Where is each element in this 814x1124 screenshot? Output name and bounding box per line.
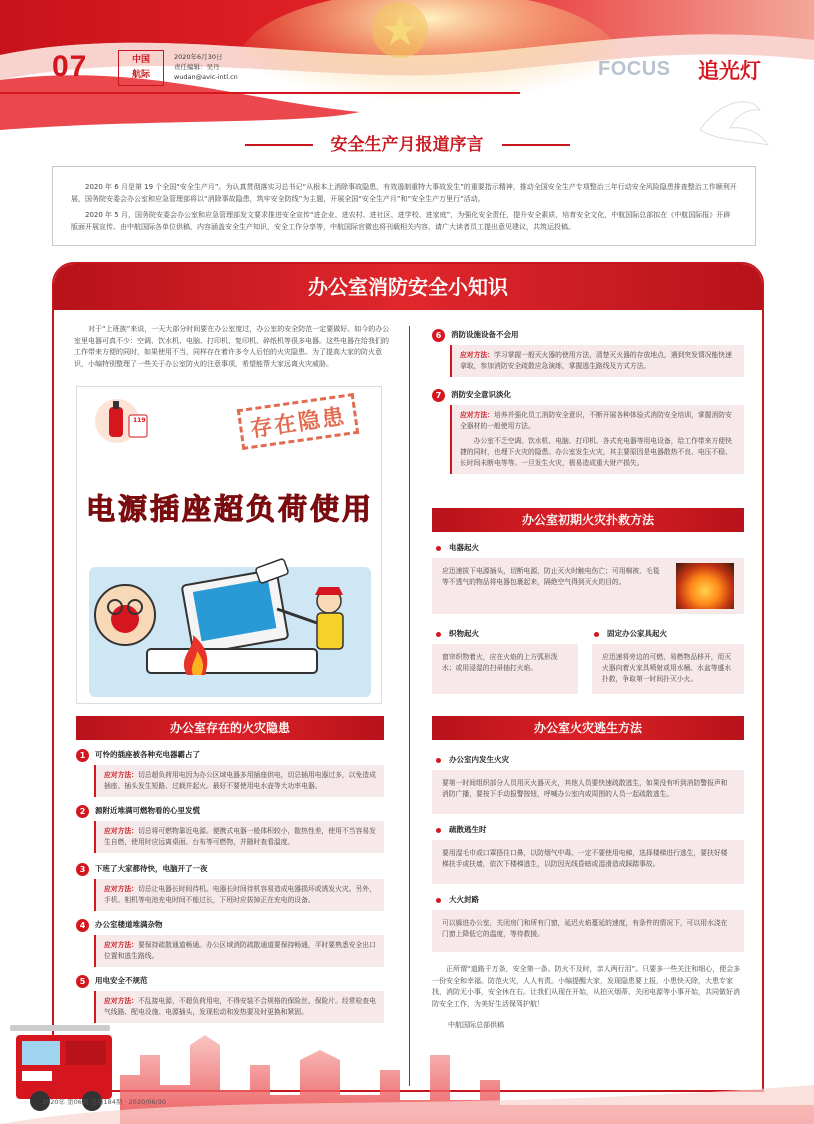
escape-heading-3 (436, 894, 479, 905)
hazard-solution (94, 765, 384, 797)
escape-heading-2 (436, 824, 487, 835)
article-source: 中航国际总部供稿 (448, 1021, 504, 1029)
hazard-heading-text: 用电安全不规范 (95, 976, 148, 985)
hazard-heading-text: 下班了大家都待快，电脑开了一夜 (95, 864, 208, 873)
escape-text: 要第一时间组织部分人员用灭火器灭火，其他人员要快速疏散逃生，如果没有听到消防警报声和消防广播，要按下手动报警按钮，呼喊办公室内或周围的人员一起疏散逃生。 (442, 779, 728, 798)
hazard-solution-text: 切忌将可燃物靠近电源。便携式电器一般体积较小，散热性差，使用不当容易发生自燃，使用时应远离桌面、台布等可燃物，并随时查看温度。 (104, 827, 376, 846)
main-title: 办公室消防安全小知识 (54, 264, 762, 310)
hazard-solution-text: 培养并强化员工消防安全意识，不断开展各种体验式消防安全培训，掌握消防安全器材的一般使用方法。 (460, 411, 732, 430)
publication-logo (118, 50, 164, 86)
hazard-heading (76, 918, 384, 932)
fabric-fire-text: 窗帘织物着火，应在火焰的上方弧形泼水；或用浸湿的扫帚抽打火焰。 (442, 653, 558, 672)
intro-paragraph: 对于“上班族”来说，一天大部分时间要在办公室度过，办公室的安全防范一定要做好。如今的办公室里电器可真不少：空调、饮水机、电脑、打印机、复印机、碎纸机等很多电器。这些电器在给我们的工作带来方便的同时，如果使用不当，同样存在着许多令人后怕的火灾隐患。为了提高大家的防火意识，小编特别整理了一些关于办公室防火的注意事项，希望能帮大家远离火灾威胁。 (74, 325, 390, 368)
hazards-section-title: 办公室存在的火灾隐患 (76, 716, 384, 740)
hazard-stamp: 存在隐患 (237, 393, 360, 450)
hazard-extra-text: 办公室不乏空调、饮水机、电脑、打印机、各式充电器等用电设备，给工作带来方便快捷的同时，也埋下火灾的隐患。办公室发生火灾，其主要原因是电器散热不良、电压不稳、长时间未断电等等。一旦发生火灾，极易造成重大财产损失。 (460, 437, 732, 467)
furniture-fire-text: 应迅速将旁边的可燃、易燃物品移开，用灭火器向着火家具喷射或用水桶、水盆等盛水扑救，争取第一时间扑灭小火。 (602, 653, 732, 683)
escape-section-title: 办公室火灾逃生方法 (432, 716, 744, 740)
footer-issue-info: 2020年 第06期 总第184期 · 2020/06/30 (42, 1098, 167, 1106)
preface-paragraph-1: 2020 年 6 月是第 19 个全国“安全生产月”。为认真贯彻落实习总书记“从根本上消除事故隐患，有效遏制重特大事故发生”的重要指示精神，推动全国安全生产专项整治三年行动安全风险隐患排查整治工作顺利开展，国务院安委会办公室和应急管理部将以“消除事故隐患，筑牢安全防线”为主题，开展全国“安全生产月”和“安全生产万里行”活动。 (71, 183, 737, 203)
hazard-heading (76, 974, 384, 988)
page-number: 07 (52, 50, 88, 83)
preface-title (0, 130, 814, 155)
fire-photo (676, 563, 734, 609)
number-badge: 4 (76, 919, 89, 932)
furniture-fire-heading-text: 固定办公家具起火 (607, 629, 667, 638)
hazard-heading (76, 862, 384, 876)
hazard-item-3 (76, 862, 384, 911)
furniture-fire-box (592, 644, 744, 694)
column-name: 追光灯 (698, 59, 761, 83)
solution-label: 应对方法： (104, 941, 138, 949)
solution-label: 应对方法： (460, 351, 494, 359)
solution-label: 应对方法： (104, 997, 138, 1005)
escape-text: 可以躲进办公室，关闭房门和所有门窗，延迟火焰蔓延的速度，有条件的情况下，可以用水浇在门窗上降低它的温度，等待救援。 (442, 919, 728, 938)
escape-heading-text: 办公室内发生火灾 (449, 755, 509, 764)
hazard-solution (94, 879, 384, 911)
solution-label: 应对方法： (104, 885, 138, 893)
closing-paragraph: 正所谓“道路千万条，安全第一条。防火不及时，亲人两行泪”。只要多一些关注和细心，便会多一份安全和幸福。防范火灾，人人有责。小编提醒大家，发现隐患要上报，小患快天除，大患专家找，消防无小事，安全休在右。让我们从现在开始，从拍灭烟蒂、关闭电源等小事开始，共同做好消防安全工作，为美好生活保驾护航！ (432, 965, 741, 1008)
hazard-item-7 (432, 388, 744, 474)
number-badge: 3 (76, 863, 89, 876)
electrical-fire-heading-text: 电器起火 (449, 543, 479, 552)
editor-email: wudan@avic-intl.cn (174, 73, 238, 81)
editor-name: 责任编辑：吴丹 (174, 63, 220, 71)
number-badge: 5 (76, 975, 89, 988)
hazard-heading-text: 可怜的插座被各种充电器霸占了 (95, 750, 200, 759)
escape-text: 要用湿毛巾或口罩捂住口鼻，以防烟气中毒。一定不要使用电梯，选择楼梯进行逃生，要扶好楼梯扶手或扶墙，依次下楼梯逃生，以防因光线昏暗或湿滑造成踩踏事故。 (442, 849, 728, 868)
hazard-solution-text: 不乱接电源，不超负荷用电，不得安装不合规格的保险丝、保险片。经常检查电气线路、配电设施、电源插头，发现松动和发热要及时更换和紧固。 (104, 997, 376, 1016)
hazard-item-4 (76, 918, 384, 967)
preface-box (52, 166, 756, 246)
hazard-solution-text: 要保持疏散通道畅通。办公区域消防疏散通道要保持畅通，平时要熟悉安全出口位置和逃生路线。 (104, 941, 376, 960)
issue-date: 2020年6月30日 (174, 53, 223, 61)
hazard-solution-text: 学习掌握一般灭火器的使用方法，清楚灭火器的存放地点，遇到突发情况能快速拿取，参加消防安全疏散应急演练，掌握逃生路线及方式方法。 (460, 351, 732, 370)
logo-line2: 航际 (131, 70, 150, 80)
escape-box-2 (432, 840, 744, 884)
hazard-heading (432, 328, 744, 342)
number-badge: 7 (432, 389, 445, 402)
electrical-fire-text: 应迅速拔下电源插头，切断电源，防止灭火时触电伤亡；可用棉被、毛毯等不透气的物品将电器包裹起来，隔绝空气得到灭火的目的。 (442, 567, 660, 586)
escape-heading-text: 大火封路 (449, 895, 479, 904)
bullet-dot (436, 828, 441, 833)
escape-box-3 (432, 910, 744, 952)
hazard-solution (94, 935, 384, 967)
solution-label: 应对方法： (104, 771, 138, 779)
furniture-fire-heading (594, 628, 667, 639)
escape-heading-1 (436, 754, 509, 765)
hazard-heading-text: 办公室楼道堆满杂物 (95, 920, 163, 929)
logo-line1: 中国 (131, 55, 150, 65)
solution-label: 应对方法： (104, 827, 138, 835)
bullet-dot (436, 758, 441, 763)
title-rule-right (502, 144, 570, 146)
early-fire-section-title: 办公室初期火灾扑救方法 (432, 508, 744, 532)
hazard-solution (450, 405, 744, 474)
hazard-heading-text: 消防安全意识淡化 (451, 390, 511, 399)
bullet-dot (594, 632, 599, 637)
preface-paragraph-2: 2020 年 5 月，国务院安委会办公室和应急管理部发文要求推进安全宣传“进企业、进农村、进社区、进学校、进家庭”，为强化安全责任，提升安全素质，培育安全文化，中航国际总部拟在《中航国际报》开辟版面开展宣传。由中航国际各单位供稿，内容涵盖安全生产知识，安全工作分享等，中航国际官微也将刊载相关内容，请广大读者员工提出意见建议，共筑运投稿。 (71, 211, 731, 231)
hazard-solution (450, 345, 744, 377)
hazard-solution (94, 821, 384, 853)
emergency-badge: 119 (133, 417, 146, 424)
bullet-dot (436, 898, 441, 903)
poster-headline: 电源插座超负荷使用 (85, 492, 374, 526)
bullet-dot (436, 632, 441, 637)
focus-label: FOCUS (598, 58, 671, 80)
hazard-heading (76, 748, 384, 762)
number-badge: 6 (432, 329, 445, 342)
hazard-solution-text: 切忌让电器长时间待机。电器长时间待机容易造成电器损坏或诱发火灾。另外，手机、相机等电池充电时间不能过长，下班时应拔掉正在充电的设备。 (104, 885, 376, 904)
hazard-heading-text: 消防设施设备不会用 (451, 330, 519, 339)
hazard-item-2 (76, 804, 384, 853)
number-badge: 2 (76, 805, 89, 818)
escape-box-1 (432, 770, 744, 814)
poster-illustration (76, 386, 382, 704)
bullet-dot (436, 546, 441, 551)
hazard-item-6 (432, 328, 744, 377)
hazard-heading (76, 804, 384, 818)
issue-meta (174, 52, 238, 82)
fabric-fire-heading (436, 628, 479, 639)
preface-title-text: 安全生产月报道序言 (330, 135, 484, 155)
number-badge: 1 (76, 749, 89, 762)
hazard-heading (432, 388, 744, 402)
electrical-fire-heading (436, 542, 479, 553)
escape-heading-text: 疏散逃生时 (449, 825, 487, 834)
column-divider (409, 326, 410, 1086)
solution-label: 应对方法： (460, 411, 494, 419)
main-article (52, 262, 764, 1092)
fabric-fire-box (432, 644, 578, 694)
fabric-fire-heading-text: 织物起火 (449, 629, 479, 638)
hazard-heading-text: 源附近堆满可燃物看的心里发慌 (95, 806, 200, 815)
hazard-solution-text: 切忌超负荷用电因为办公区域电器多用插座供电，切忌插用电器过多，以免造成插座、插头发生短路、过载并起火。最好不要使用电水壶等大功率电器。 (104, 771, 376, 790)
title-rule-left (245, 144, 313, 146)
hazard-item-1 (76, 748, 384, 797)
